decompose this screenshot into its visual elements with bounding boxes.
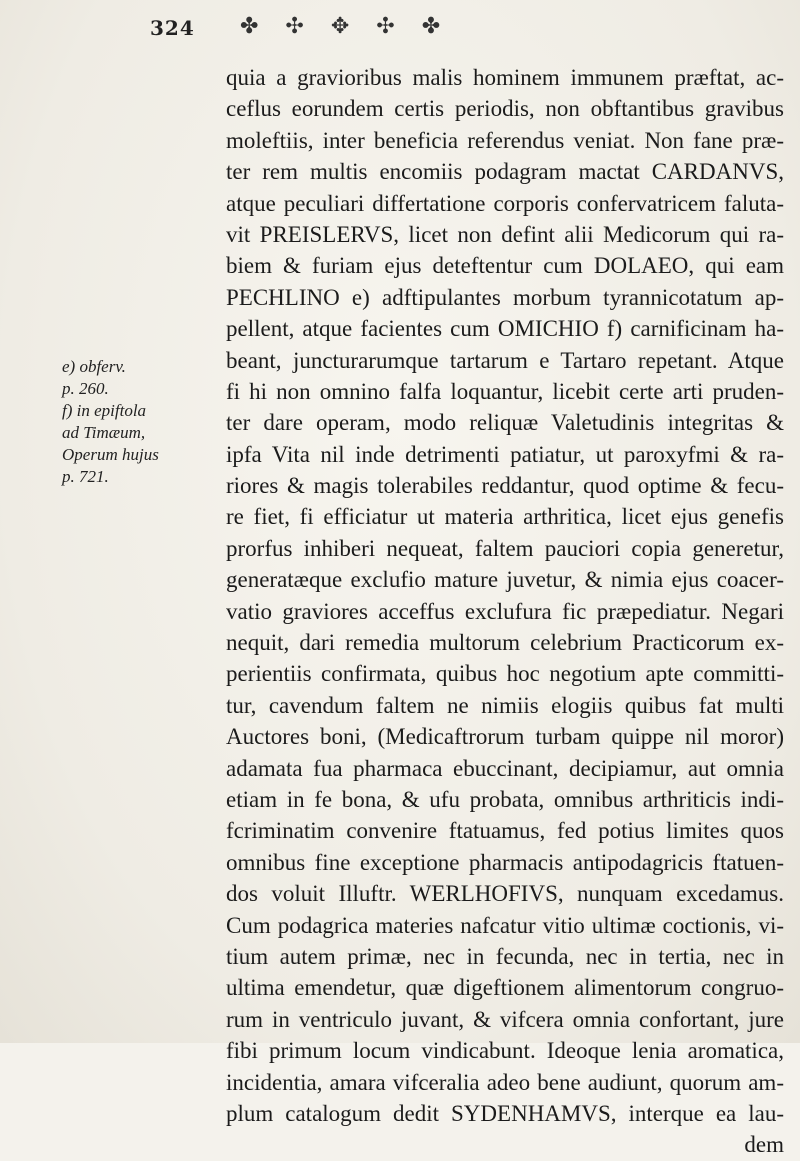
text-line: PECHLINO e) adftipulantes morbum tyrannicotatum ap-: [226, 284, 784, 310]
text-line: omnibus fine exceptione pharmacis antipodagricis ftatuen-: [226, 849, 784, 875]
text-line: fcriminatim convenire ftatuamus, fed potius limites quos: [226, 818, 784, 844]
body-text: [226, 62, 784, 1161]
text-line: vit PREISLERVS, licet non defint alii Medicorum qui ra-: [226, 221, 784, 247]
text-line: biem & furiam ejus deteftentur cum DOLAEO, qui eam: [226, 253, 784, 279]
text-line: ultima emendetur, quæ digeftionem alimentorum congruo-: [226, 975, 784, 1001]
text-line: pellent, atque facientes cum OMICHIO f) carnificinam ha-: [226, 316, 784, 342]
text-line: ter dare operam, modo reliquæ Valetudinis integritas &: [226, 410, 784, 436]
page-number: 324: [150, 16, 195, 40]
text-line: re fiet, fi efficiatur ut materia arthritica, licet ejus genefis: [226, 504, 784, 530]
margin-notes: [62, 356, 222, 488]
catchword: dem: [744, 1132, 784, 1158]
margin-note: p. 260.: [62, 379, 109, 398]
margin-note: p. 721.: [62, 467, 109, 486]
margin-note: e) obferv.: [62, 357, 126, 376]
margin-note: ad Timæum,: [62, 423, 146, 442]
text-line: prorfus inhiberi nequeat, faltem pauciori copia generetur,: [226, 535, 784, 561]
text-line: fibi primum locum vindicabunt. Ideoque lenia aromatica,: [226, 1038, 784, 1064]
header-ornament: ✤ ✣ ✥ ✣ ✤: [240, 14, 451, 39]
text-line: adamata fua pharmaca ebuccinant, decipiamur, aut omnia: [226, 755, 784, 781]
text-line: Auctores boni, (Medicaftrorum turbam quippe nil moror): [226, 724, 784, 750]
text-line: beant, juncturarumque tartarum e Tartaro repetant. Atque: [226, 347, 784, 373]
text-line: moleftiis, inter beneficia referendus veniat. Non fane præ-: [226, 127, 784, 153]
text-line: ipfa Vita nil inde detrimenti patiatur, ut paroxyfmi & ra-: [226, 441, 784, 467]
text-line: incidentia, amara vifceralia adeo bene audiunt, quorum am-: [226, 1069, 784, 1095]
text-line: rum in ventriculo juvant, & vifcera omnia confortant, jure: [226, 1006, 784, 1032]
text-line: riores & magis tolerabiles reddantur, quod optime & fecu-: [226, 473, 784, 499]
text-line: ceflus eorundem certis periodis, non obftantibus gravibus: [226, 96, 784, 122]
text-line: ter rem multis encomiis podagram mactat CARDANVS,: [226, 159, 784, 185]
page-header: [150, 14, 710, 54]
text-line: perientiis confirmata, quibus hoc negotium apte committi-: [226, 661, 784, 687]
text-line: tur, cavendum faltem ne nimiis elogiis quibus fat multi: [226, 692, 784, 718]
margin-note: f) in epiftola: [62, 401, 147, 420]
text-line: tium autem primæ, nec in fecunda, nec in tertia, nec in: [226, 943, 784, 969]
text-line: fi hi non omnino falfa loquantur, licebit certe arti pruden-: [226, 378, 784, 404]
text-line: Cum podagrica materies nafcatur vitio ultimæ coctionis, vi-: [226, 912, 784, 938]
margin-note: Operum hujus: [62, 445, 159, 464]
text-line: quia a gravioribus malis hominem immunem præftat, ac-: [226, 65, 784, 90]
text-line: plum catalogum dedit SYDENHAMVS, interque ea lau-: [226, 1100, 784, 1126]
text-line: dos voluit Illuftr. WERLHOFIVS, nunquam excedamus.: [226, 881, 784, 907]
text-line: nequit, dari remedia multorum celebrium Practicorum ex-: [226, 630, 784, 656]
text-line: generatæque exclufio mature juvetur, & nimia ejus coacer-: [226, 567, 784, 593]
text-line: etiam in fe bona, & ufu probata, omnibus arthriticis indi-: [226, 786, 784, 812]
text-line: vatio graviores acceffus exclufura fic præpediatur. Negari: [226, 598, 784, 624]
text-line: atque peculiari differtatione corporis confervatricem faluta-: [226, 190, 784, 216]
